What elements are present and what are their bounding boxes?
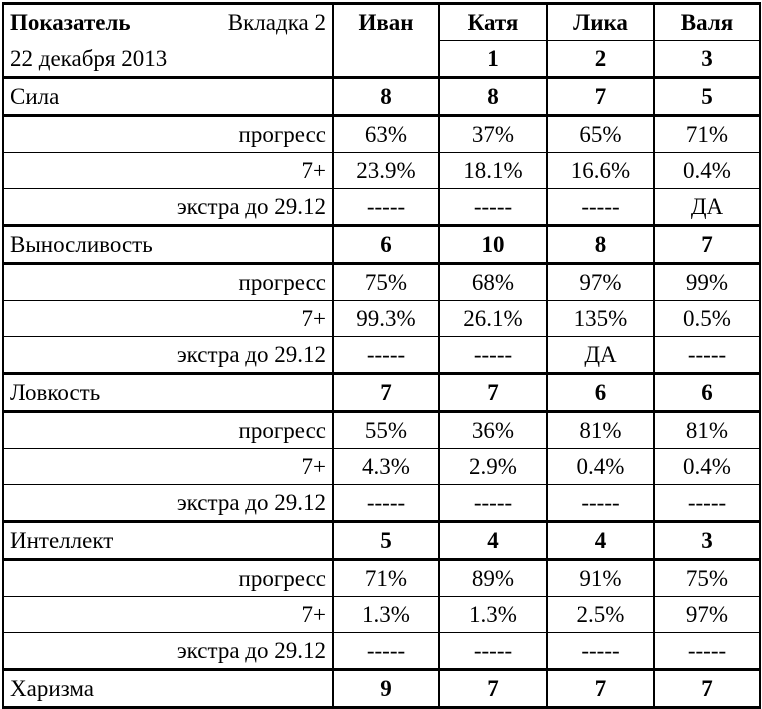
- stat-name: Интеллект: [3, 522, 333, 560]
- stat-row: [3, 522, 760, 560]
- indicator-label: Показатель: [10, 10, 131, 36]
- progress-row: [3, 412, 760, 449]
- level-cell: 3: [654, 522, 760, 560]
- stat-name: Харизма: [3, 670, 333, 708]
- seven-plus-row: [3, 449, 760, 485]
- progress-cell: 36%: [439, 412, 547, 449]
- progress-row: [3, 116, 760, 153]
- progress-cell: 75%: [333, 264, 439, 301]
- header-title-cell: [3, 4, 333, 41]
- level-cell: 7: [654, 670, 760, 708]
- seven-plus-label: 7+: [3, 153, 333, 189]
- level-cell: 6: [654, 374, 760, 412]
- seven-plus-label: 7+: [3, 301, 333, 337]
- level-cell: 5: [333, 522, 439, 560]
- level-cell: 7: [654, 226, 760, 264]
- stat-name: Выносливость: [3, 226, 333, 264]
- extra-row: [3, 485, 760, 522]
- level-cell: 7: [439, 374, 547, 412]
- level-cell: 4: [547, 522, 654, 560]
- extra-label: экстра до 29.12: [3, 337, 333, 374]
- progress-cell: 37%: [439, 116, 547, 153]
- seven-plus-row: [3, 153, 760, 189]
- level-cell: 5: [654, 78, 760, 116]
- person-number-cell: 3: [654, 41, 760, 78]
- progress-label: прогресс: [3, 116, 333, 153]
- header-row: [3, 4, 760, 41]
- stat-row: [3, 226, 760, 264]
- person-number-cell: 1: [439, 41, 547, 78]
- level-cell: 7: [547, 78, 654, 116]
- stat-name: Ловкость: [3, 374, 333, 412]
- seven-plus-cell: 16.6%: [547, 153, 654, 189]
- extra-cell: -----: [439, 189, 547, 226]
- extra-cell: -----: [654, 485, 760, 522]
- level-cell: 7: [547, 670, 654, 708]
- progress-cell: 65%: [547, 116, 654, 153]
- extra-cell: -----: [333, 189, 439, 226]
- seven-plus-cell: 99.3%: [333, 301, 439, 337]
- seven-plus-cell: 2.5%: [547, 597, 654, 633]
- seven-plus-cell: 0.4%: [654, 449, 760, 485]
- extra-cell: -----: [333, 633, 439, 670]
- report-date: 22 декабря 2013: [3, 41, 333, 78]
- extra-label: экстра до 29.12: [3, 189, 333, 226]
- seven-plus-cell: 2.9%: [439, 449, 547, 485]
- header-row-2: [3, 41, 760, 78]
- person-name-cell: Лика: [547, 4, 654, 41]
- stat-row: [3, 374, 760, 412]
- stats-table: [2, 2, 761, 709]
- progress-label: прогресс: [3, 560, 333, 597]
- level-cell: 7: [439, 670, 547, 708]
- seven-plus-cell: 135%: [547, 301, 654, 337]
- level-cell: 9: [333, 670, 439, 708]
- progress-cell: 89%: [439, 560, 547, 597]
- progress-cell: 71%: [333, 560, 439, 597]
- stats-table-body: [3, 4, 760, 708]
- progress-label: прогресс: [3, 264, 333, 301]
- extra-cell: ДА: [654, 189, 760, 226]
- level-cell: 6: [333, 226, 439, 264]
- seven-plus-cell: 0.5%: [654, 301, 760, 337]
- progress-row: [3, 264, 760, 301]
- extra-label: экстра до 29.12: [3, 485, 333, 522]
- extra-cell: ДА: [547, 337, 654, 374]
- level-cell: 8: [547, 226, 654, 264]
- progress-cell: 63%: [333, 116, 439, 153]
- seven-plus-cell: 26.1%: [439, 301, 547, 337]
- level-cell: 8: [333, 78, 439, 116]
- person-number-cell: 2: [547, 41, 654, 78]
- extra-cell: -----: [439, 633, 547, 670]
- person-name-cell: Иван: [333, 4, 439, 41]
- seven-plus-row: [3, 301, 760, 337]
- stat-row: [3, 78, 760, 116]
- extra-cell: -----: [547, 485, 654, 522]
- progress-cell: 55%: [333, 412, 439, 449]
- seven-plus-cell: 4.3%: [333, 449, 439, 485]
- progress-cell: 81%: [547, 412, 654, 449]
- seven-plus-cell: 18.1%: [439, 153, 547, 189]
- extra-cell: -----: [547, 189, 654, 226]
- progress-cell: 68%: [439, 264, 547, 301]
- seven-plus-cell: 1.3%: [333, 597, 439, 633]
- stat-name: Сила: [3, 78, 333, 116]
- extra-label: экстра до 29.12: [3, 633, 333, 670]
- extra-cell: -----: [439, 485, 547, 522]
- extra-row: [3, 633, 760, 670]
- seven-plus-cell: 0.4%: [654, 153, 760, 189]
- person-name-cell: Катя: [439, 4, 547, 41]
- extra-cell: -----: [439, 337, 547, 374]
- extra-row: [3, 337, 760, 374]
- level-cell: 7: [333, 374, 439, 412]
- seven-plus-row: [3, 597, 760, 633]
- extra-cell: -----: [333, 485, 439, 522]
- progress-row: [3, 560, 760, 597]
- extra-row: [3, 189, 760, 226]
- progress-label: прогресс: [3, 412, 333, 449]
- person-name-cell: Валя: [654, 4, 760, 41]
- person-number-cell: [333, 41, 439, 78]
- progress-cell: 97%: [547, 264, 654, 301]
- extra-cell: -----: [547, 633, 654, 670]
- progress-cell: 91%: [547, 560, 654, 597]
- seven-plus-cell: 1.3%: [439, 597, 547, 633]
- level-cell: 6: [547, 374, 654, 412]
- progress-cell: 99%: [654, 264, 760, 301]
- extra-cell: -----: [333, 337, 439, 374]
- level-cell: 10: [439, 226, 547, 264]
- level-cell: 4: [439, 522, 547, 560]
- seven-plus-cell: 23.9%: [333, 153, 439, 189]
- seven-plus-cell: 97%: [654, 597, 760, 633]
- extra-cell: -----: [654, 337, 760, 374]
- seven-plus-label: 7+: [3, 597, 333, 633]
- seven-plus-cell: 0.4%: [547, 449, 654, 485]
- progress-cell: 81%: [654, 412, 760, 449]
- tab-label: Вкладка 2: [227, 10, 326, 36]
- progress-cell: 75%: [654, 560, 760, 597]
- seven-plus-label: 7+: [3, 449, 333, 485]
- level-cell: 8: [439, 78, 547, 116]
- stat-row: [3, 670, 760, 708]
- progress-cell: 71%: [654, 116, 760, 153]
- extra-cell: -----: [654, 633, 760, 670]
